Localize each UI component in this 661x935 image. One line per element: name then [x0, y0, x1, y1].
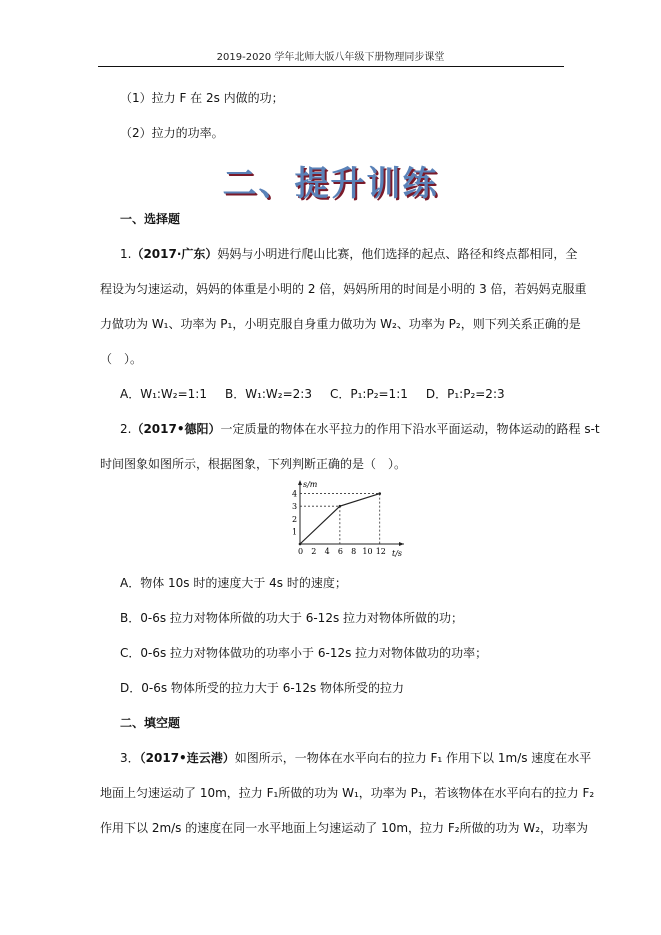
- data-point: [299, 543, 302, 546]
- q2-option-b: B．0-6s 拉力对物体所做的功大于 6-12s 拉力对物体所做的功；: [120, 611, 464, 625]
- s-t-graph: [278, 478, 408, 560]
- page-header: 2019-2020 学年北师大版八年级下册物理同步课堂: [216, 52, 445, 63]
- q1-line-4: （ ）。: [100, 352, 143, 366]
- q1-text: 妈妈与小明进行爬山比赛，他们选择的起点、路径和终点都相同，全: [217, 247, 578, 261]
- section-heading-fill: 二、填空题: [120, 716, 181, 730]
- q2-number: 2.: [120, 422, 132, 436]
- q2-text: 一定质量的物体在水平拉力的作用下沿水平面运动，物体运动的路程 s-t: [220, 422, 600, 436]
- x-axis-arrow: [399, 542, 404, 546]
- q3-text: 如图所示，一物体在水平向右的拉力 F₁ 作用下以 1m/s 速度在水平: [234, 751, 592, 765]
- q1-option-c: C．P₁:P₂=1:1: [329, 387, 408, 401]
- x-tick-label: 10: [362, 547, 373, 556]
- q3-line-2: 地面上匀速运动了 10m，拉力 F₁所做的功为 W₁，功率为 P₁，若该物体在水平向右的拉力 F₂: [100, 786, 595, 800]
- data-point: [378, 492, 381, 495]
- chart-area: [292, 480, 404, 558]
- q1-number: 1.: [120, 247, 132, 261]
- q2-line-1: [120, 421, 600, 437]
- y-tick-label: 2: [292, 514, 298, 524]
- q3-line-1: [120, 750, 592, 766]
- header-rule: [98, 66, 564, 67]
- x-tick-label: 2: [311, 547, 317, 556]
- q2-option-c: C．0-6s 拉力对物体做功的功率小于 6-12s 拉力对物体做功的功率；: [120, 646, 488, 660]
- y-axis-label: s/m: [303, 480, 318, 489]
- q1-line-2: 程设为匀速运动，妈妈的体重是小明的 2 倍，妈妈所用的时间是小明的 3 倍，若妈妈克服重: [100, 282, 587, 296]
- q1-source: （2017·广东）: [131, 247, 218, 261]
- q2-option-d: D．0-6s 物体所受的拉力大于 6-12s 物体所受的拉力: [120, 681, 405, 695]
- q3-number: 3．: [120, 751, 140, 765]
- q1-line-3: 力做功为 W₁、功率为 P₁，小明克服自身重力做功为 W₂、功率为 P₂，则下列关系正确的是: [100, 317, 581, 331]
- x-axis-label: t/s: [392, 549, 403, 558]
- y-tick-label: 4: [292, 489, 298, 499]
- data-point: [339, 505, 342, 508]
- x-tick-label: 4: [324, 547, 330, 556]
- q3-source: （2017•连云港）: [139, 751, 235, 765]
- q1-option-b: B．W₁:W₂=2:3: [224, 387, 312, 401]
- q1-option-d: D．P₁:P₂=2:3: [425, 387, 505, 401]
- q2-source: （2017•德阳）: [131, 422, 221, 436]
- section-title: 二、提升训练: [222, 164, 439, 204]
- x-tick-label: 12: [375, 547, 386, 556]
- q2-option-a: A．物体 10s 时的速度大于 4s 时的速度；: [120, 576, 347, 590]
- y-tick-label: 1: [292, 527, 298, 537]
- x-tick-label: 0: [298, 547, 304, 556]
- prev-item-1: （1）拉力 F 在 2s 内做的功；: [120, 91, 284, 105]
- q3-line-3: 作用下以 2m/s 的速度在同一水平地面上匀速运动了 10m，拉力 F₂所做的功为 W₂，功率为: [100, 821, 589, 835]
- y-tick-label: 3: [292, 502, 298, 512]
- q1-options: [120, 386, 564, 402]
- y-axis-arrow: [298, 480, 302, 485]
- x-tick-label: 6: [337, 547, 343, 556]
- x-tick-label: 8: [351, 547, 357, 556]
- section-heading-choice: 一、选择题: [120, 212, 181, 226]
- q1-option-a: A．W₁:W₂=1:1: [120, 387, 207, 401]
- q2-line-2: 时间图象如图所示，根据图象，下列判断正确的是（ ）。: [100, 457, 407, 471]
- q1-line-1: [120, 246, 578, 262]
- prev-item-2: （2）拉力的功率。: [120, 126, 224, 140]
